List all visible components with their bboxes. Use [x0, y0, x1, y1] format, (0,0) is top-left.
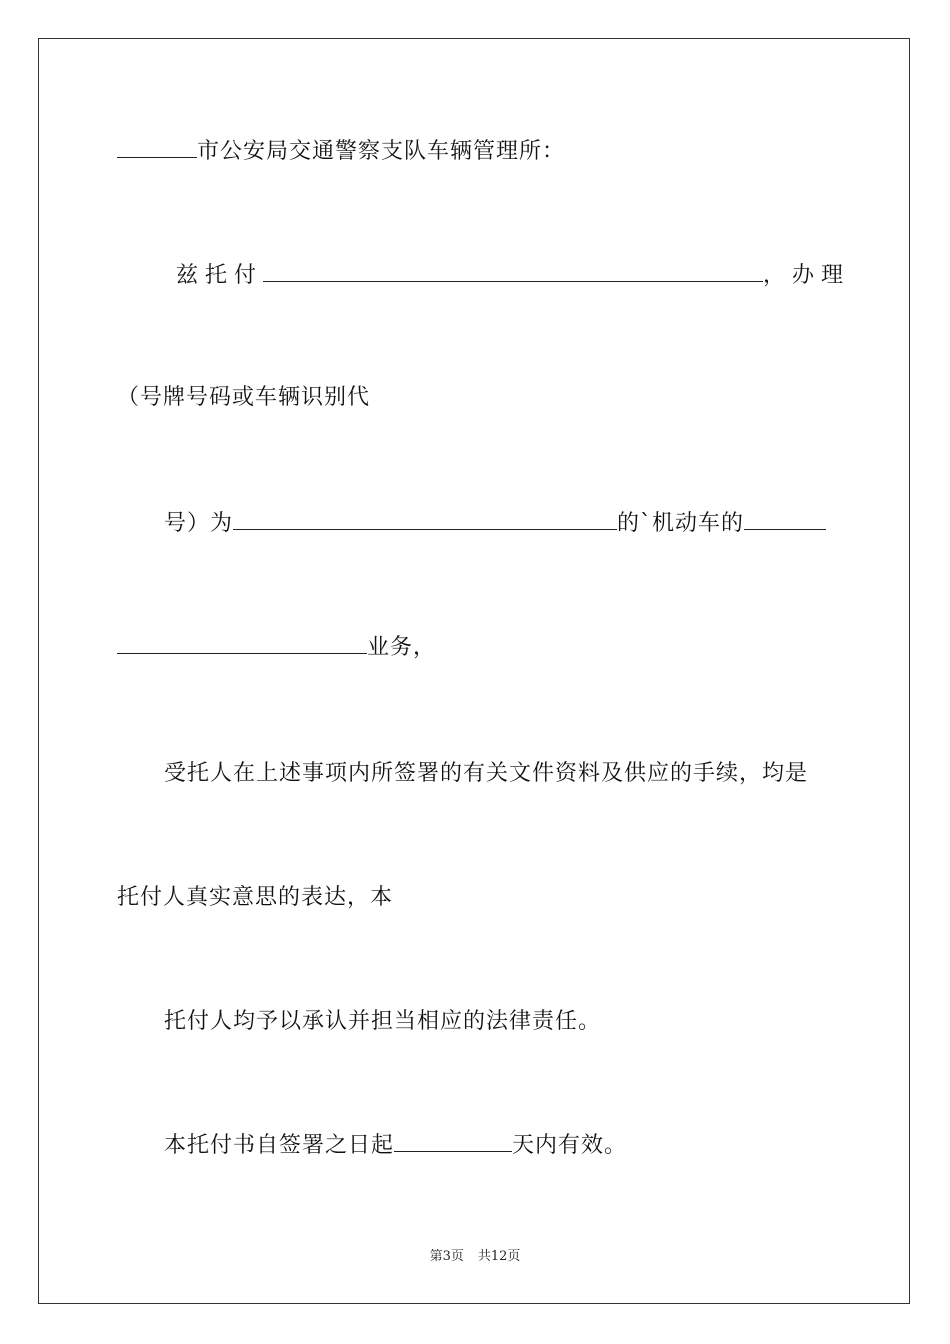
business-line	[117, 634, 436, 662]
validity-suffix: 天内有效。	[512, 1133, 628, 1158]
liability-line	[164, 1008, 601, 1036]
vehicle-line	[164, 510, 826, 538]
intent-line	[117, 884, 393, 912]
entrust-prefix: 兹托付	[176, 263, 264, 288]
trustee-line	[164, 760, 808, 788]
entrust-line	[176, 262, 850, 290]
entrust-suffix: ，办理	[763, 263, 851, 288]
vehicle-middle: 的`机动车的	[617, 511, 745, 536]
page-total: 共12页	[477, 1249, 521, 1264]
intent-text: 托付人真实意思的表达，本	[117, 885, 394, 910]
city-blank[interactable]	[117, 139, 197, 158]
plate-line	[117, 384, 370, 412]
page-border	[38, 38, 910, 1304]
validity-line	[164, 1132, 627, 1160]
business-blank-2[interactable]	[117, 635, 367, 654]
plate-number-blank[interactable]	[233, 511, 617, 530]
trustee-text: 受托人在上述事项内所签署的有关文件资料及供应的手续，均是	[164, 761, 809, 786]
business-suffix: 业务，	[367, 635, 437, 660]
business-blank-1[interactable]	[744, 511, 826, 530]
days-blank[interactable]	[394, 1133, 512, 1152]
liability-text: 托付人均予以承认并担当相应的法律责任。	[164, 1009, 602, 1034]
addressee-text: 市公安局交通警察支队车辆管理所：	[197, 139, 566, 164]
agent-name-blank[interactable]	[263, 263, 763, 282]
page-footer	[0, 1245, 950, 1264]
vehicle-prefix: 号）为	[164, 511, 234, 536]
page-number: 第3页	[429, 1249, 464, 1264]
addressee-line	[117, 138, 565, 166]
plate-text: （号牌号码或车辆识别代	[117, 385, 371, 410]
validity-prefix: 本托付书自签署之日起	[164, 1133, 395, 1158]
